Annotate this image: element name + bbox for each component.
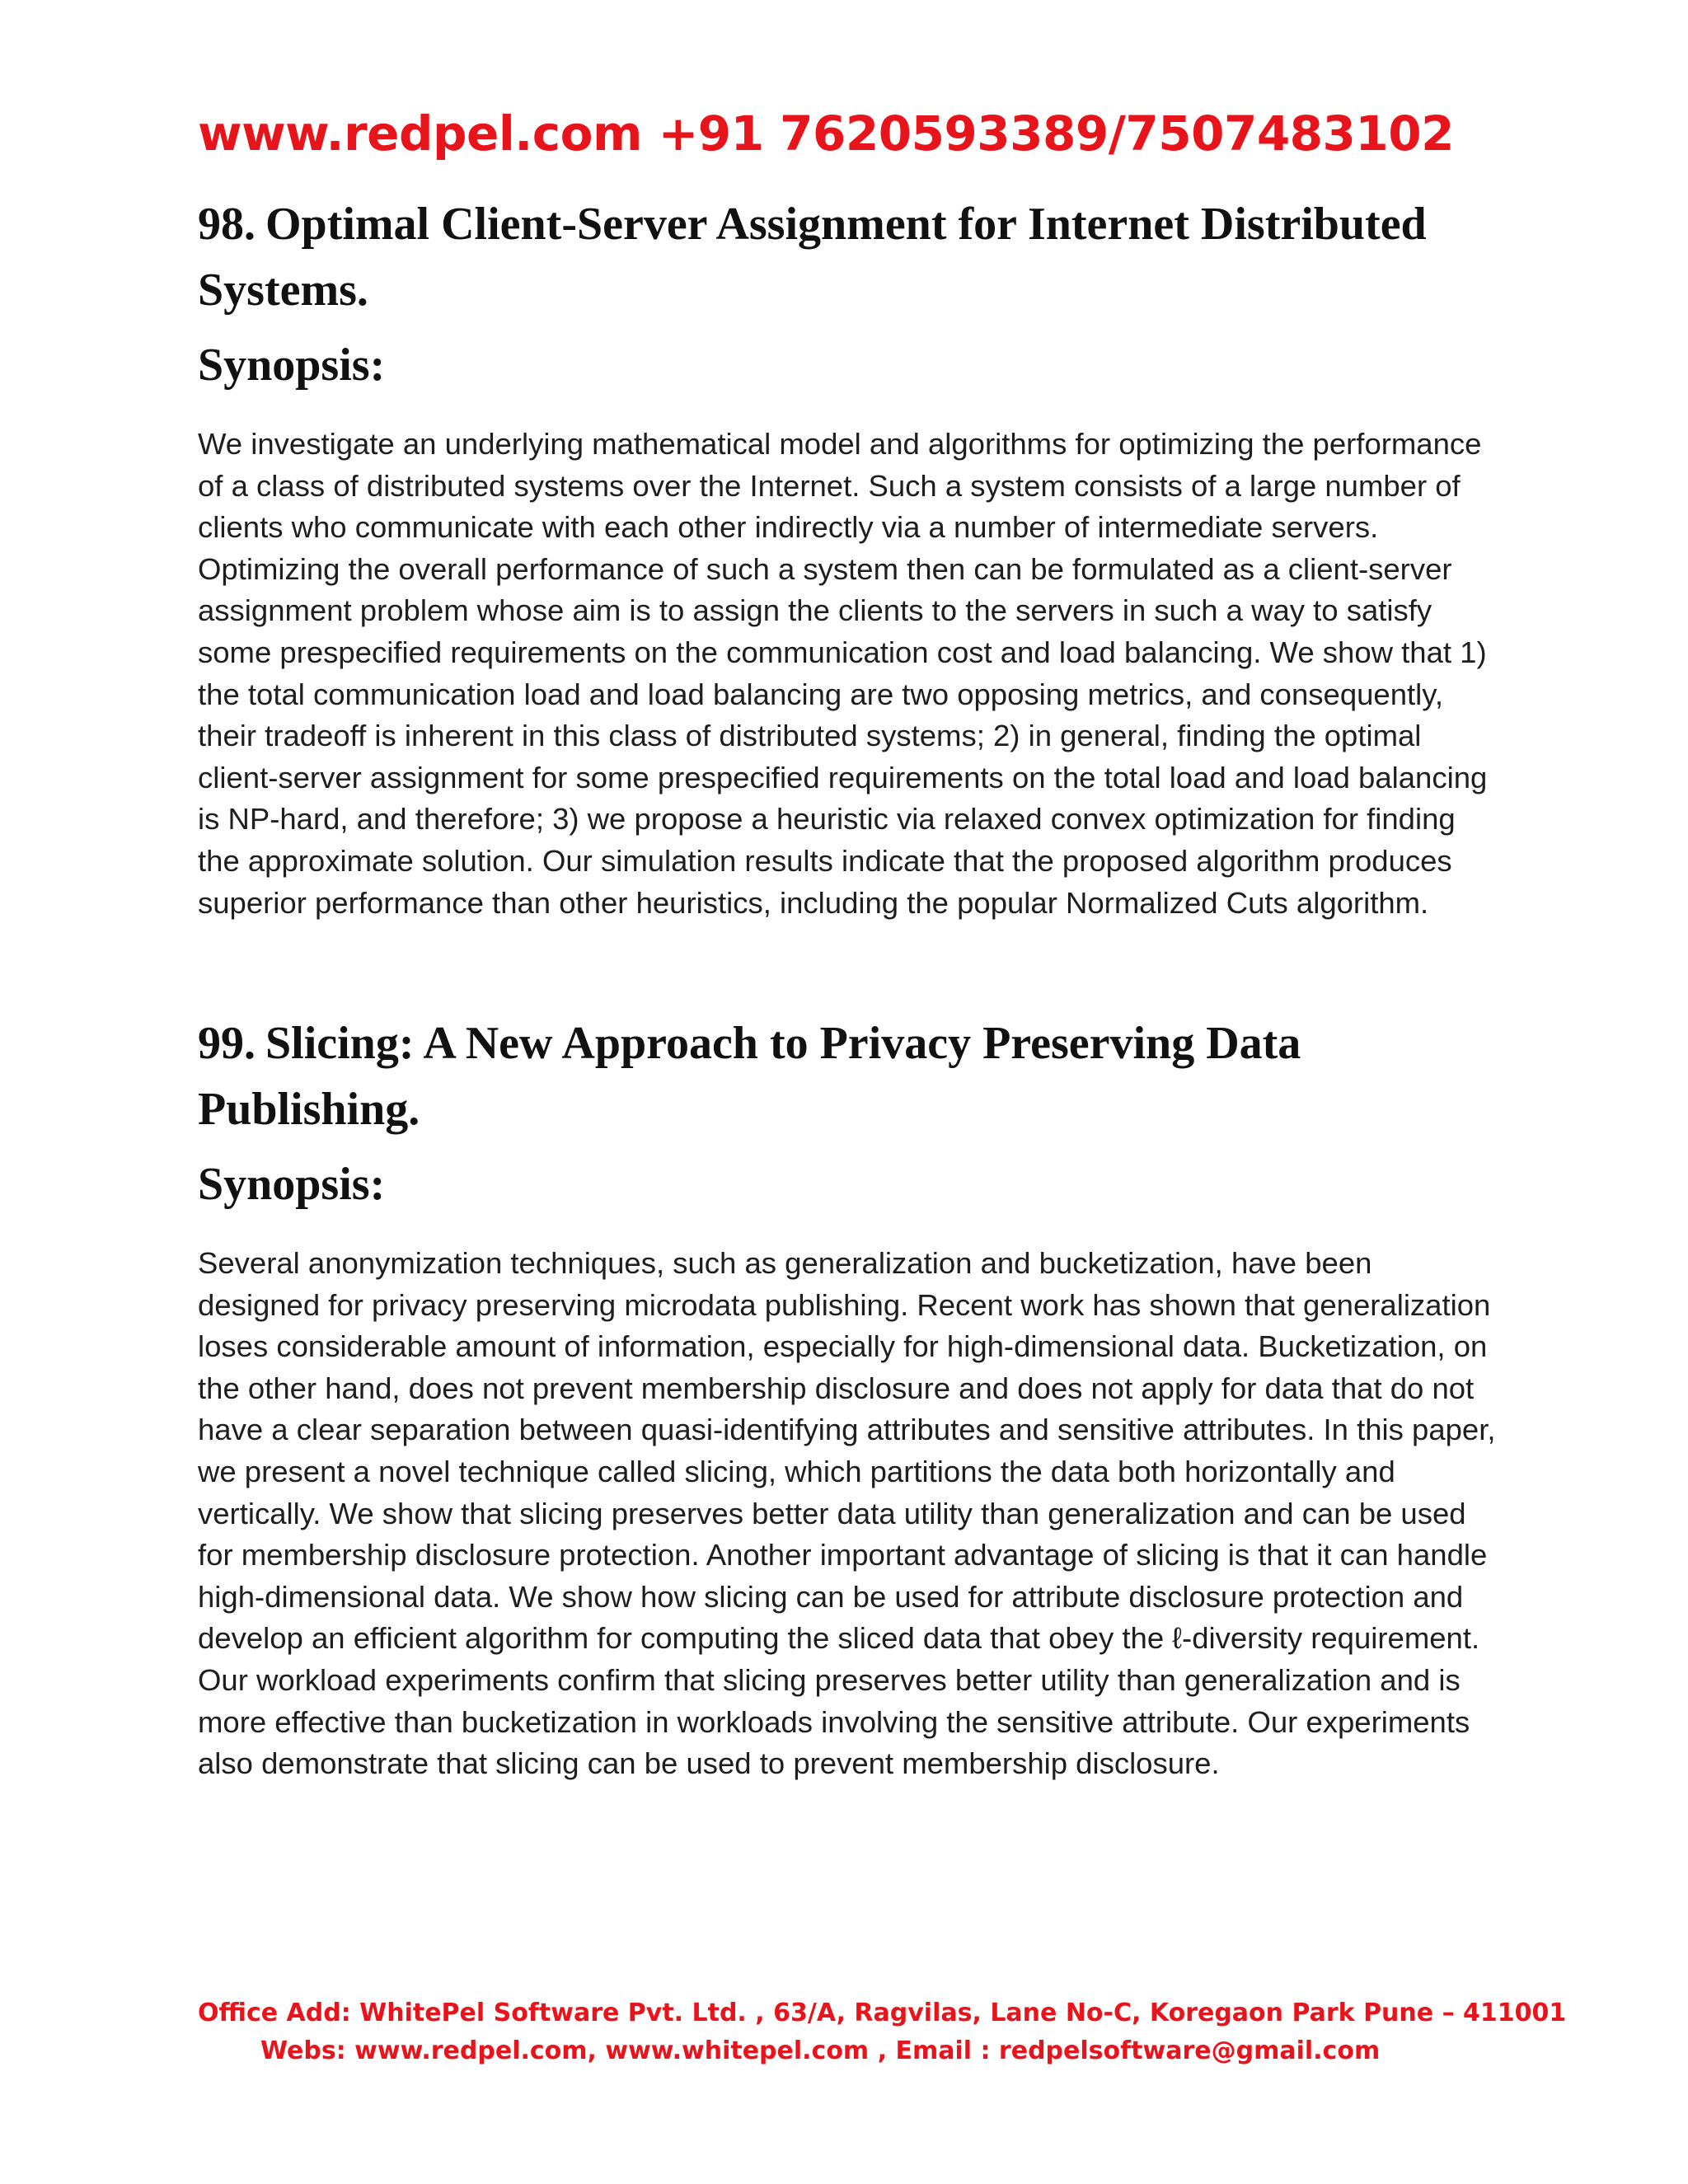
section-number: 98. xyxy=(198,199,256,250)
synopsis-label: Synopsis: xyxy=(198,1159,386,1210)
footer-address: Office Add: WhitePel Software Pvt. Ltd. , 63/A, Ragvilas, Lane No-C, Koregaon Park Pune – 411001 xyxy=(198,1999,1567,2027)
header-contact-line: www.redpel.com +91 7620593389/7507483102 xyxy=(198,105,1454,162)
synopsis-label: Synopsis: xyxy=(198,340,386,391)
section-title-text: Slicing: A New Approach to Privacy Preserving Data Publishing. xyxy=(198,1018,1301,1135)
section-title xyxy=(198,191,1500,323)
section-number: 99. xyxy=(198,1018,256,1069)
section-title xyxy=(198,1010,1500,1142)
synopsis-paragraph: We investigate an underlying mathematical model and algorithms for optimizing the performance of a class of distributed systems over the Internet. Such a system consists of a large number of clients who communicate with each other indirectly via a number of intermediate servers. Optimizing the overall performance of such a system then can be formulated as a client-server assignment problem whose aim is to assign the clients to the servers in such a way to satisfy some prespecified requirements on the communication cost and load balancing. We show that 1) the total communication load and load balancing are two opposing metrics, and consequently, their tradeoff is inherent in this class of distributed systems; 2) in general, finding the optimal client-server assignment for some prespecified requirements on the total load and load balancing is NP-hard, and therefore; 3) we propose a heuristic via relaxed convex optimization for finding the approximate solution. Our simulation results indicate that the proposed algorithm produces superior performance than other heuristics, including the popular Normalized Cuts algorithm. xyxy=(198,427,1488,920)
section-98 xyxy=(198,191,1500,924)
footer-webs: Webs: www.redpel.com, www.whitepel.com , Email : redpelsoftware@gmail.com xyxy=(260,2036,1381,2065)
footer xyxy=(198,1994,1566,2070)
section-title-text: Optimal Client-Server Assignment for Internet Distributed Systems. xyxy=(198,199,1427,316)
section-99 xyxy=(198,1010,1500,1785)
synopsis-paragraph: Several anonymization techniques, such as generalization and bucketization, have been designed for privacy preserving microdata publishing. Recent work has shown that generalization loses considerable amount of information, especially for high-dimensional data. Bucketization, on the other hand, does not prevent membership disclosure and does not apply for data that do not have a clear separation between quasi-identifying attributes and sensitive attributes. In this paper, we present a novel technique called slicing, which partitions the data both horizontally and vertically. We show that slicing preserves better data utility than generalization and can be used for membership disclosure protection. Another important advantage of slicing is that it can handle high-dimensional data. We show how slicing can be used for attribute disclosure protection and develop an efficient algorithm for computing the sliced data that obey the ℓ-diversity requirement. Our workload experiments confirm that slicing preserves better utility than generalization and is more effective than bucketization in workloads involving the sensitive attribute. Our experiments also demonstrate that slicing can be used to prevent membership disclosure. xyxy=(198,1246,1496,1781)
